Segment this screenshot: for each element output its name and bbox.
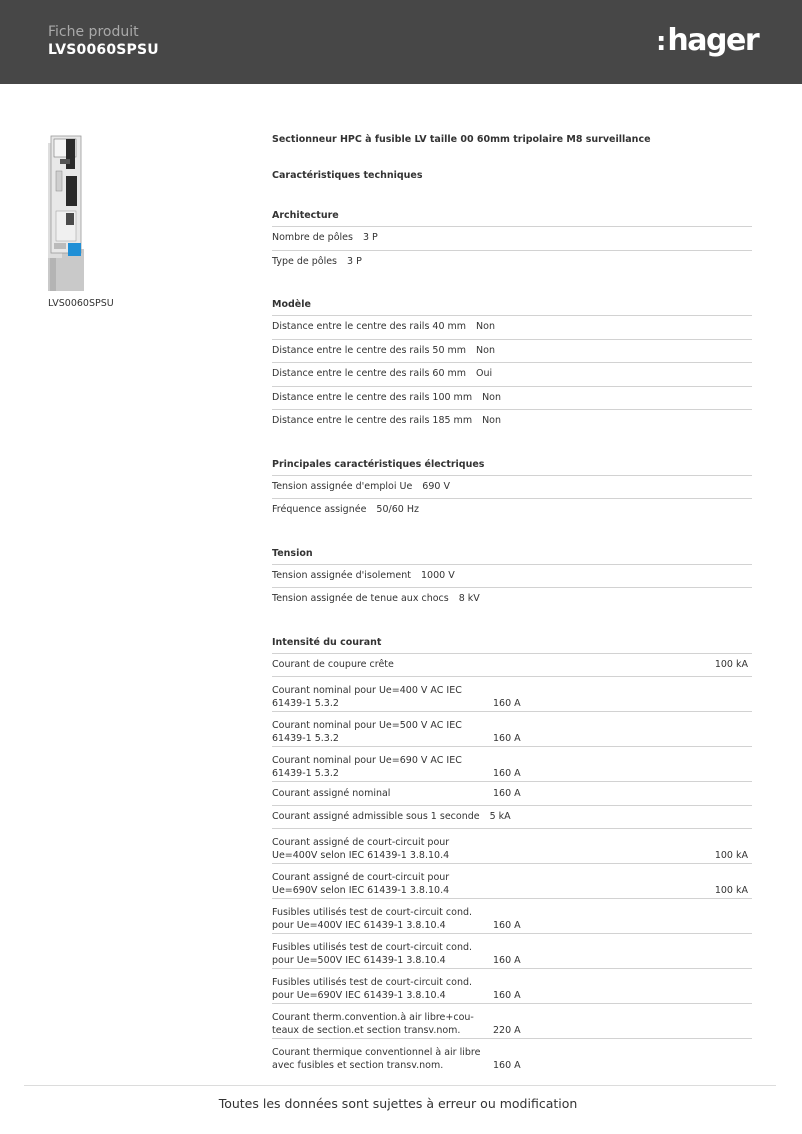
section-heading: Principales caractéristiques électriques — [272, 458, 485, 470]
product-code: LVS0060SPSU — [48, 42, 159, 58]
spec-row: Tension assignée de tenue aux chocs 8 kV — [272, 587, 752, 611]
section-heading: Modèle — [272, 299, 311, 310]
product-image-caption: LVS0060SPSU — [48, 298, 114, 309]
product-image — [48, 131, 84, 291]
spec-row: Courant assigné nominal 160 A — [272, 781, 752, 805]
spec-row: Courant assigné de court-circuit pour Ue=690V selon IEC 61439-1 3.8.10.4 100 kA — [272, 863, 752, 898]
section-heading: Tension — [272, 547, 313, 559]
spec-row: Fréquence assignée 50/60 Hz — [272, 498, 752, 522]
page-header — [0, 0, 802, 84]
section-heading: Architecture — [272, 210, 339, 221]
spec-row: Fusibles utilisés test de court-circuit cond. pour Ue=690V IEC 61439-1 3.8.10.4 160 A — [272, 968, 752, 1003]
spec-row: Courant thermique conventionnel à air libre avec fusibles et section transv.nom. 160 A — [272, 1038, 752, 1073]
spec-row: Nombre de pôles 3 P — [272, 226, 752, 250]
footer-divider — [24, 1085, 776, 1086]
product-title: Sectionneur HPC à fusible LV taille 00 60mm tripolaire M8 surveillance — [272, 134, 651, 145]
spec-row: Courant assigné admissible sous 1 seconde 5 kA — [272, 805, 752, 829]
document-type: Fiche produit — [48, 24, 139, 40]
product-details — [272, 132, 752, 1073]
spec-row: Distance entre le centre des rails 50 mm Non — [272, 339, 752, 363]
spec-row: Distance entre le centre des rails 100 mm Non — [272, 386, 752, 410]
spec-row: Fusibles utilisés test de court-circuit cond. pour Ue=500V IEC 61439-1 3.8.10.4 160 A — [272, 933, 752, 968]
spec-row: Courant nominal pour Ue=690 V AC IEC 61439-1 5.3.2 160 A — [272, 746, 752, 781]
spec-row: Fusibles utilisés test de court-circuit cond. pour Ue=400V IEC 61439-1 3.8.10.4 160 A — [272, 898, 752, 933]
section-current — [272, 633, 752, 1074]
spec-row: Courant assigné de court-circuit pour Ue=400V selon IEC 61439-1 3.8.10.4 100 kA — [272, 828, 752, 863]
spec-row: Courant nominal pour Ue=400 V AC IEC 61439-1 5.3.2 160 A — [272, 676, 752, 711]
section-architecture — [272, 206, 752, 273]
spec-row: Distance entre le centre des rails 60 mm Oui — [272, 362, 752, 386]
section-modele — [272, 295, 752, 433]
spec-row: Courant therm.convention.à air libre+cou- teaux de section.et section transv.nom. 220 A — [272, 1003, 752, 1038]
spec-row: Type de pôles 3 P — [272, 250, 752, 274]
section-tension — [272, 544, 752, 611]
spec-row: Tension assignée d'isolement 1000 V — [272, 564, 752, 588]
spec-row: Distance entre le centre des rails 185 mm Non — [272, 409, 752, 433]
spec-row: Distance entre le centre des rails 40 mm Non — [272, 315, 752, 339]
footer-disclaimer: Toutes les données sont sujettes à erreur ou modification — [218, 1096, 578, 1111]
spec-row: Courant nominal pour Ue=500 V AC IEC 61439-1 5.3.2 160 A — [272, 711, 752, 746]
spec-row: Tension assignée d'emploi Ue 690 V — [272, 475, 752, 499]
specs-heading: Caractéristiques techniques — [272, 170, 423, 181]
section-electrical — [272, 455, 752, 522]
hager-logo: :hager — [656, 23, 759, 58]
section-heading: Intensité du courant — [272, 636, 382, 648]
spec-row: Courant de coupure crête 100 kA — [272, 653, 752, 677]
